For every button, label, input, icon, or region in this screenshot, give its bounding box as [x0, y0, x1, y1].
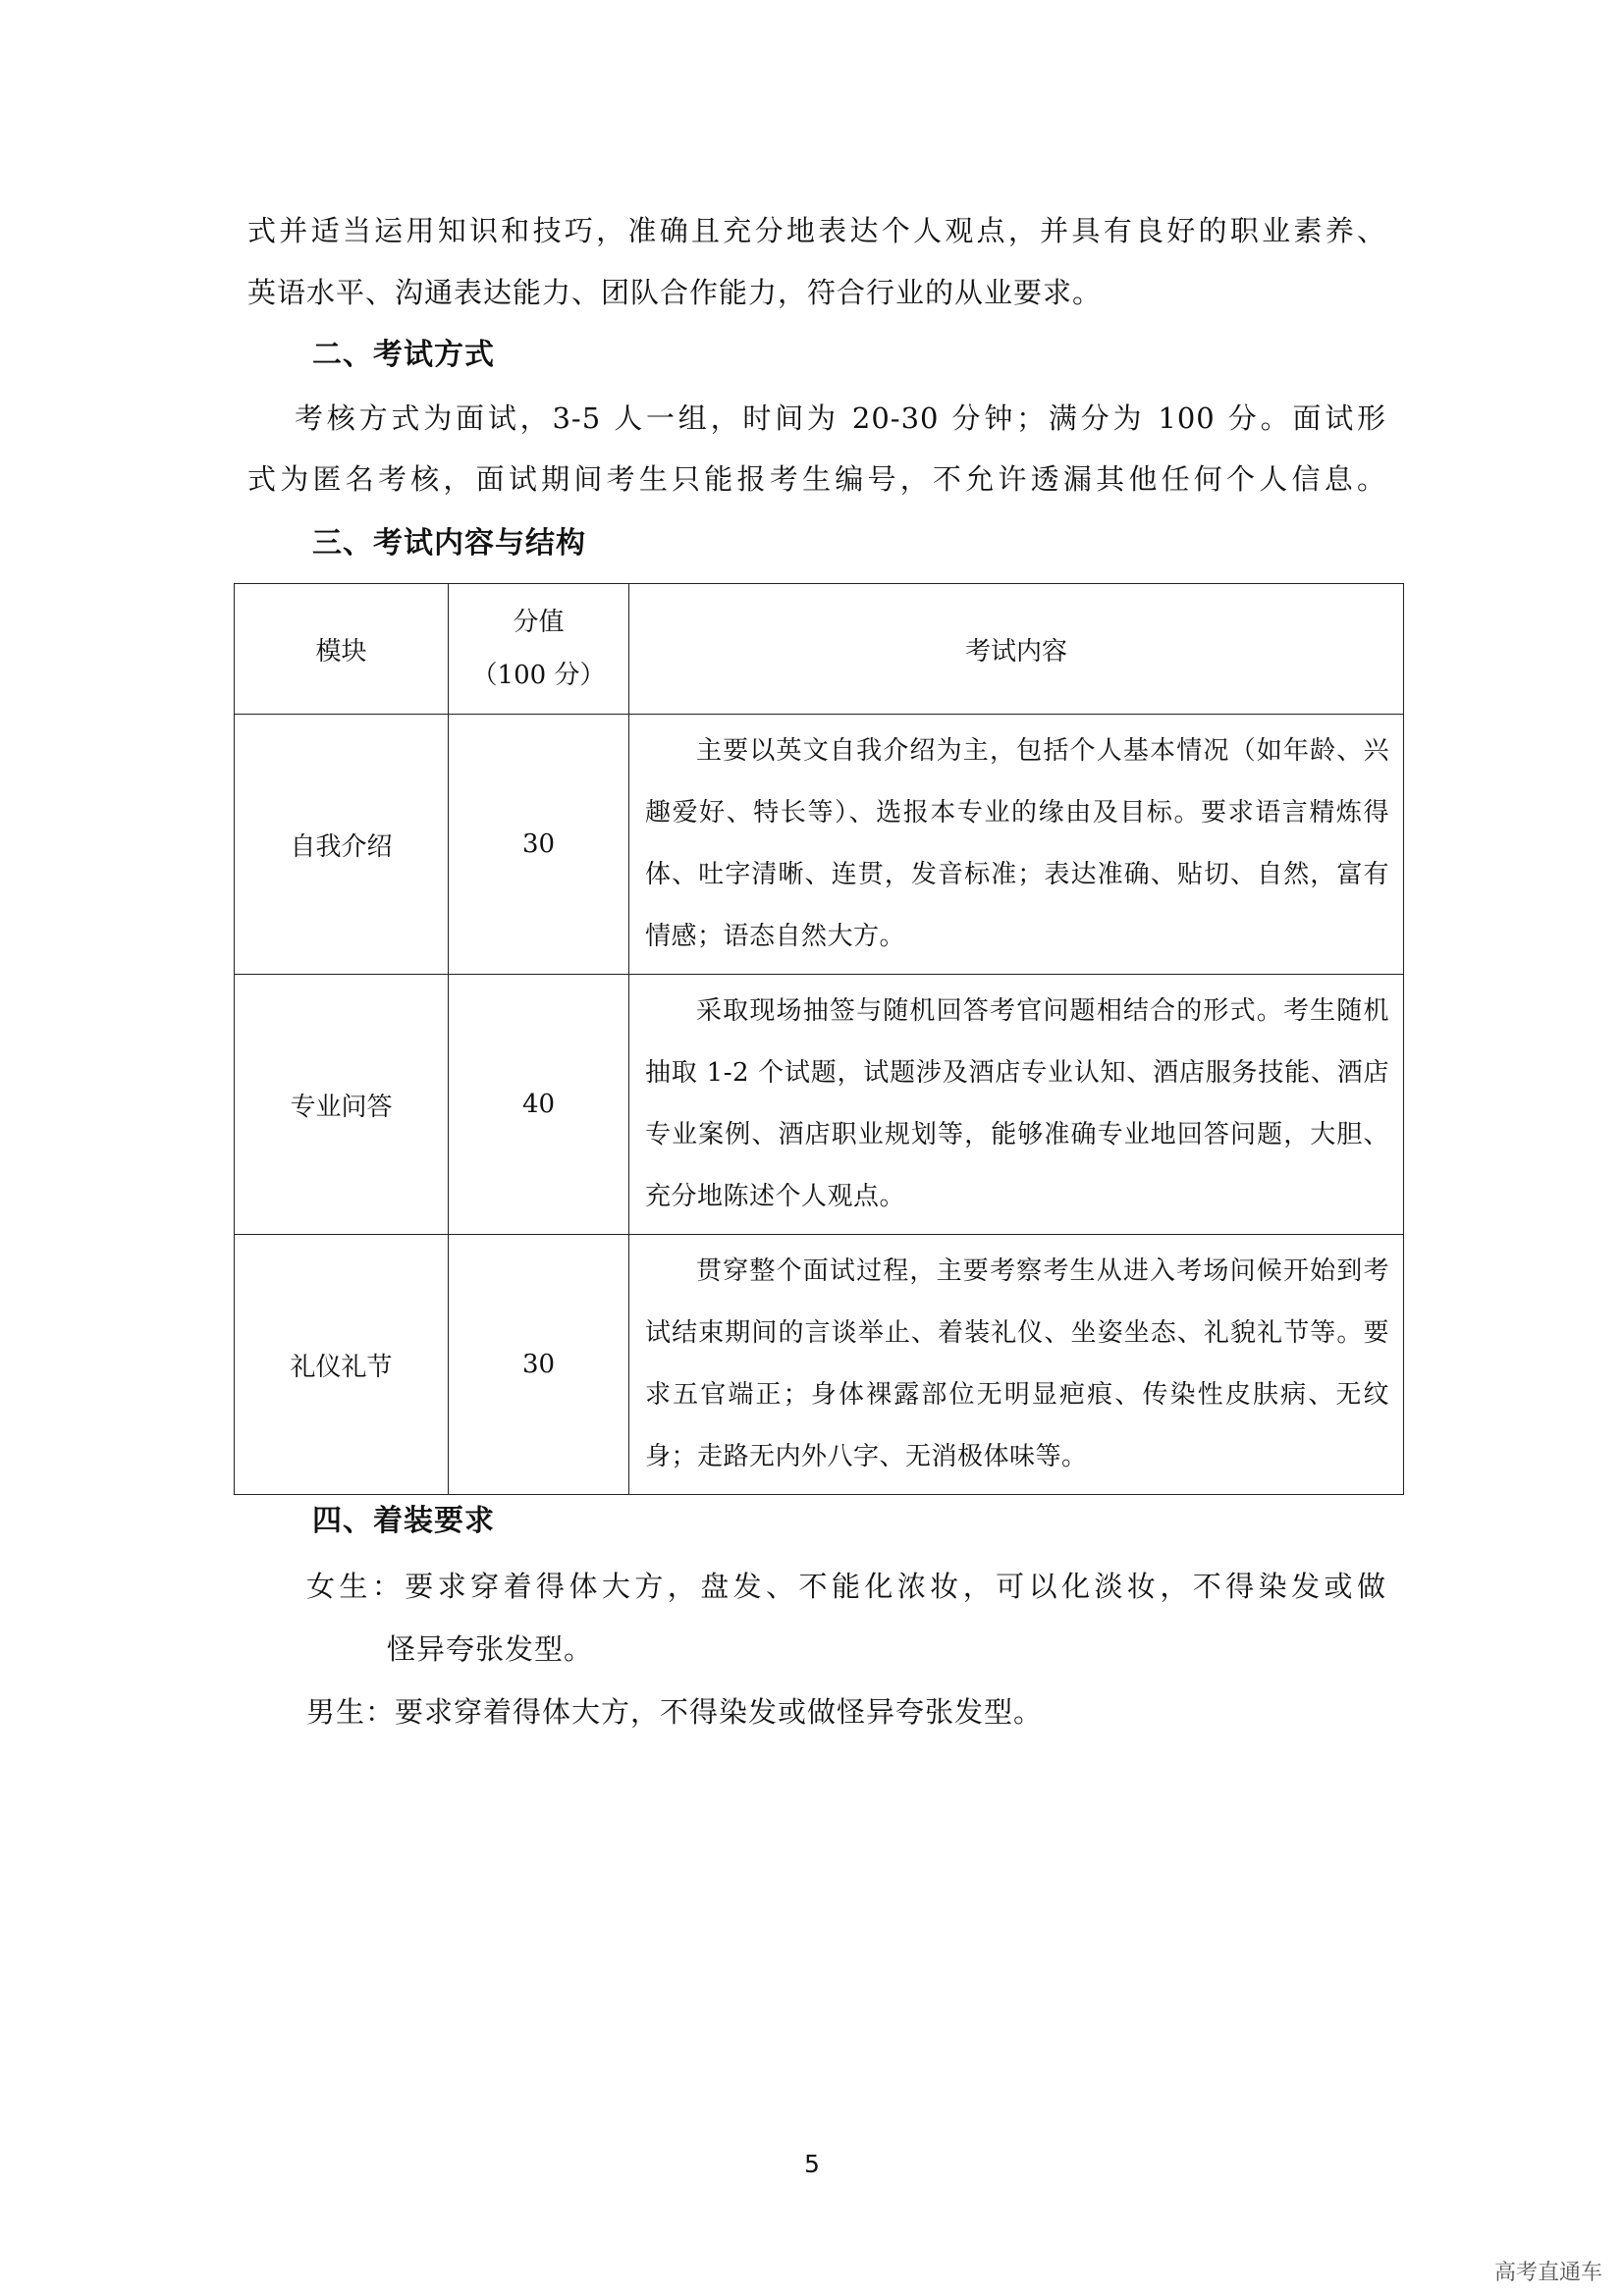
watermark: 高考直通车 [1493, 2261, 1602, 2285]
exam-method-line-2: 式为匿名考核，面试期间考生只能报考生编号，不允许透漏其他任何个人信息。 [247, 462, 1386, 496]
header-score [449, 584, 629, 715]
header-score-label: 分值 [513, 608, 565, 637]
row-score: 40 [449, 975, 629, 1235]
row-module: 专业问答 [235, 975, 449, 1235]
header-content: 考试内容 [629, 584, 1404, 715]
row-module: 礼仪礼节 [235, 1235, 449, 1495]
table-row [235, 1235, 1404, 1495]
dress-code-female-line-2: 怪异夸张发型。 [387, 1632, 594, 1666]
exam-structure-table [234, 583, 1404, 1495]
page-number: 5 [804, 2150, 820, 2178]
row-content [629, 975, 1404, 1235]
intro-line-1: 式并适当运用知识和技巧，准确且充分地表达个人观点，并具有良好的职业素养、 [247, 214, 1386, 247]
row-content-text: 贯穿整个面试过程，主要考察考生从进入考场问候开始到考试结束期间的言谈举止、着装礼仪、坐姿坐态、礼貌礼节等。要求五官端正；身体裸露部位无明显疤痕、传染性皮肤病、无纹身；走路无内外八字、无消极体味等。 [645, 1256, 1389, 1471]
row-score: 30 [449, 715, 629, 975]
table-row [235, 975, 1404, 1235]
header-module: 模块 [235, 584, 449, 715]
dress-code-female-line-1: 女生：要求穿着得体大方，盘发、不能化浓妆，可以化淡妆，不得染发或做 [306, 1570, 1386, 1603]
intro-line-2: 英语水平、沟通表达能力、团队合作能力，符合行业的从业要求。 [247, 276, 1103, 309]
dress-code-male: 男生：要求穿着得体大方，不得染发或做怪异夸张发型。 [306, 1695, 1044, 1729]
row-content-text: 主要以英文自我介绍为主，包括个人基本情况（如年龄、兴趣爱好、特长等）、选报本专业的缘由及目标。要求语言精炼得体、吐字清晰、连贯，发音标准；表达准确、贴切、自然，富有情感；语态自然大方。 [645, 736, 1389, 951]
row-module: 自我介绍 [235, 715, 449, 975]
header-score-total: （100 分） [471, 661, 606, 690]
exam-method-line-1: 考核方式为面试，3-5 人一组，时间为 20-30 分钟；满分为 100 分。面试形 [295, 401, 1386, 435]
row-content-text: 采取现场抽签与随机回答考官问题相结合的形式。考生随机抽取 1-2 个试题，试题涉及酒店专业认知、酒店服务技能、酒店专业案例、酒店职业规划等，能够准确专业地回答问题，大胆、充分地陈述个人观点。 [645, 996, 1389, 1211]
section-heading-exam-content: 三、考试内容与结构 [312, 526, 586, 561]
section-heading-dress-code: 四、着装要求 [312, 1504, 495, 1538]
row-score: 30 [449, 1235, 629, 1495]
row-content [629, 1235, 1404, 1495]
table-header-row [235, 584, 1404, 715]
section-heading-exam-method: 二、考试方式 [312, 338, 495, 372]
table-row [235, 715, 1404, 975]
row-content [629, 715, 1404, 975]
